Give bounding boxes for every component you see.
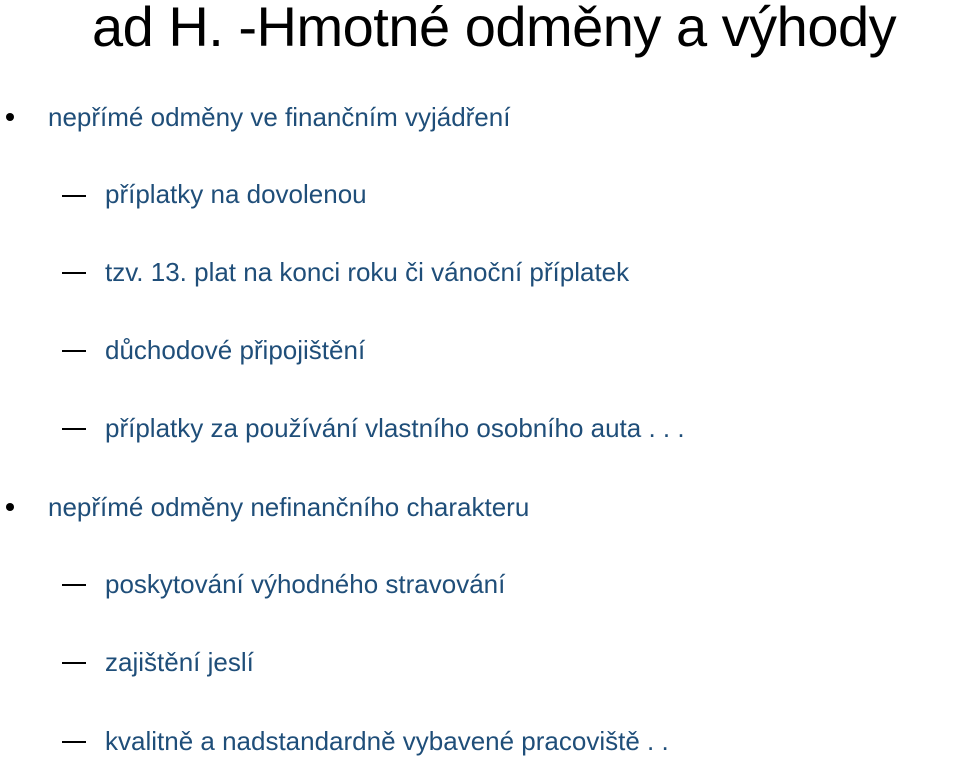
dash-marker — [62, 584, 86, 586]
sub-item: důchodové připojištění — [105, 335, 366, 365]
sub-item: příplatky na dovolenou — [105, 179, 367, 209]
dash-marker — [62, 662, 86, 664]
bullet-item: nepřímé odměny nefinančního charakteru — [48, 492, 530, 522]
bullet-dot — [6, 503, 14, 511]
dash-marker — [62, 741, 86, 743]
bullet-dot — [6, 113, 14, 121]
sub-item: zajištění jeslí — [105, 647, 254, 677]
bullet-item: nepřímé odměny ve finančním vyjádření — [48, 102, 511, 132]
sub-item: kvalitně a nadstandardně vybavené pracoviště . . — [105, 726, 669, 756]
dash-marker — [62, 350, 86, 352]
sub-item: příplatky za používání vlastního osobního auta . . . — [105, 413, 685, 443]
slide-title: ad H. -Hmotné odměny a výhody — [92, 0, 897, 58]
sub-item: tzv. 13. plat na konci roku či vánoční příplatek — [105, 257, 630, 287]
dash-marker — [62, 428, 86, 430]
dash-marker — [62, 272, 86, 274]
dash-marker — [62, 195, 86, 197]
sub-item: poskytování výhodného stravování — [105, 569, 506, 599]
